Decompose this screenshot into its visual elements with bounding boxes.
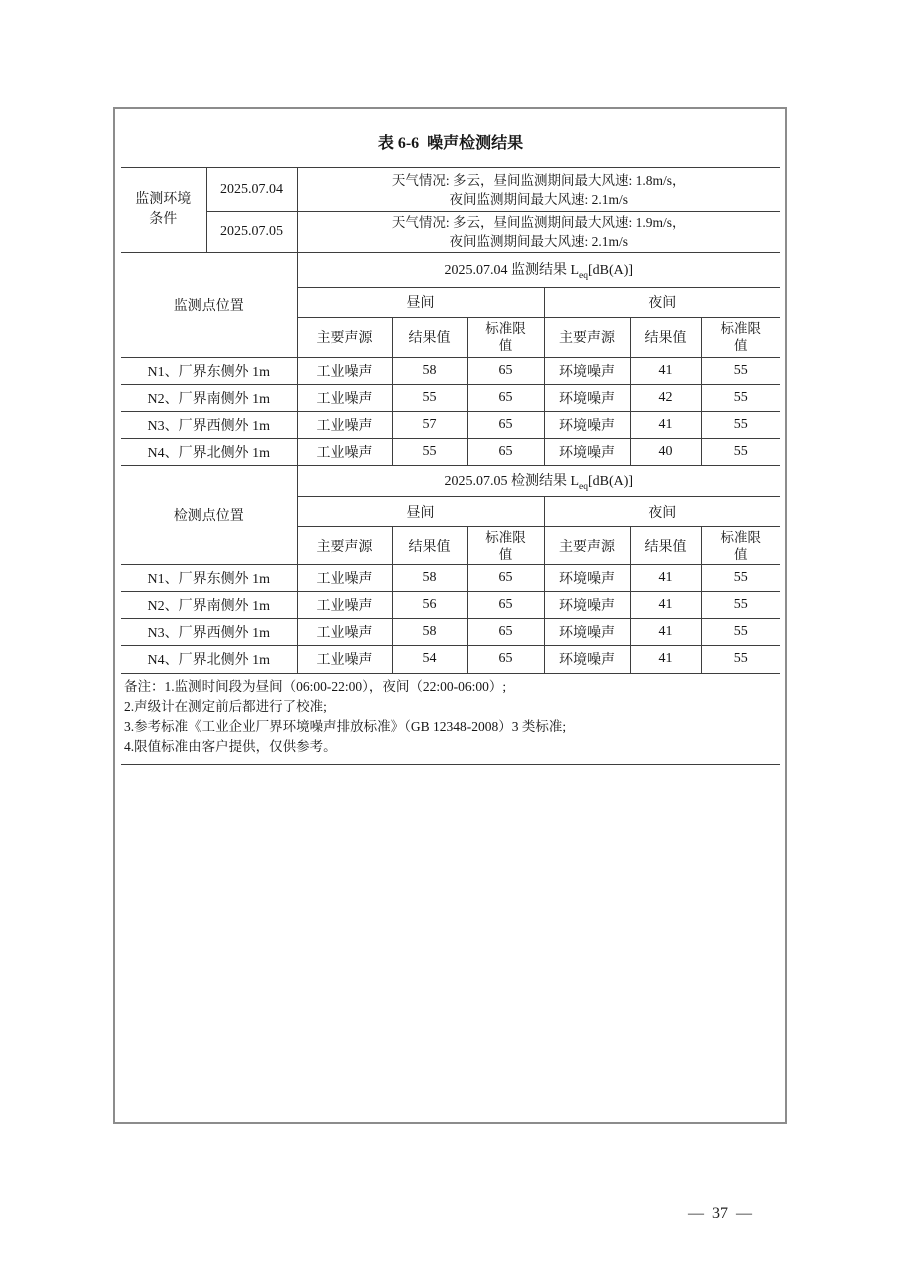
night-source-cell: 环境噪声 [544, 646, 630, 673]
note-line: 3.参考标准《工业企业厂界环境噪声排放标准》（GB 12348-2008）3 类标准; [124, 718, 567, 734]
env-label: 监测环境条件 [135, 191, 192, 227]
night-result-cell: 41 [630, 565, 701, 592]
day-limit-cell: 65 [467, 619, 544, 646]
weather-line: 天气情况: 多云，昼间监测期间最大风速: 1.8m/s， [391, 172, 686, 188]
table-row [121, 646, 780, 673]
day-result-cell: 58 [392, 565, 467, 592]
day-result-cell: 54 [392, 646, 467, 673]
day-result-cell: 57 [392, 411, 467, 438]
night-result-cell: 41 [630, 646, 701, 673]
page-title: 表 6-6 噪声检测结果 [377, 135, 524, 152]
night-result-cell: 40 [630, 438, 701, 465]
col-header-result: 结果值 [392, 317, 467, 357]
day-source-cell: 工业噪声 [297, 619, 392, 646]
location-cell: N3、厂界西侧外 1m [121, 411, 297, 438]
night-limit-cell: 55 [701, 565, 780, 592]
location-header-cell: 监测点位置 [121, 252, 297, 357]
table-row [121, 619, 780, 646]
night-source-cell: 环境噪声 [544, 592, 630, 619]
day-source-cell: 工业噪声 [297, 646, 392, 673]
result-title-unit: [dB(A)] [587, 474, 634, 490]
day-result-cell: 55 [392, 438, 467, 465]
night-source-cell: 环境噪声 [544, 565, 630, 592]
weather-cell [297, 168, 780, 212]
weather-line: 夜间监测期间最大风速: 2.1m/s [449, 191, 628, 207]
env-date-cell: 2025.07.05 [206, 212, 297, 252]
env-label-cell [121, 168, 206, 252]
leq-subscript: eq [579, 481, 588, 492]
night-source-cell: 环境噪声 [544, 619, 630, 646]
col-header-source: 主要声源 [297, 527, 392, 565]
results-table [121, 167, 780, 765]
col-header-limit: 标准限值 [467, 317, 544, 357]
day-limit-cell: 65 [467, 411, 544, 438]
monitoring-table-0704 [121, 252, 780, 466]
night-source-cell: 环境噪声 [544, 357, 630, 384]
table-row [121, 384, 780, 411]
col-header-limit: 标准限值 [701, 527, 780, 565]
day-result-cell: 58 [392, 619, 467, 646]
day-source-cell: 工业噪声 [297, 411, 392, 438]
night-limit-cell: 55 [701, 646, 780, 673]
table-row [121, 565, 780, 592]
day-limit-cell: 65 [467, 357, 544, 384]
night-result-cell: 41 [630, 357, 701, 384]
night-source-cell: 环境噪声 [544, 438, 630, 465]
day-source-cell: 工业噪声 [297, 565, 392, 592]
day-result-cell: 56 [392, 592, 467, 619]
location-cell: N2、厂界南侧外 1m [121, 384, 297, 411]
table-row [121, 357, 780, 384]
weather-cell [297, 212, 780, 252]
result-title-text: 2025.07.05 检测结果 L [444, 474, 580, 490]
day-limit-cell: 65 [467, 646, 544, 673]
notes-block [121, 673, 780, 765]
location-cell: N4、厂界北侧外 1m [121, 438, 297, 465]
night-source-cell: 环境噪声 [544, 411, 630, 438]
monitoring-table-0705 [121, 465, 780, 673]
day-source-cell: 工业噪声 [297, 592, 392, 619]
col-header-source: 主要声源 [297, 317, 392, 357]
day-result-cell: 58 [392, 357, 467, 384]
night-limit-cell: 55 [701, 438, 780, 465]
leq-subscript: eq [579, 270, 588, 281]
col-header-limit: 标准限值 [467, 527, 544, 565]
col-header-limit: 标准限值 [701, 317, 780, 357]
env-row [121, 212, 780, 252]
period-day-header: 昼间 [297, 497, 544, 527]
note-line: 备注：1.监测时间段为昼间（06:00-22:00），夜间（22:00-06:00）; [124, 678, 507, 694]
result-title-cell [297, 252, 780, 287]
day-result-cell: 55 [392, 384, 467, 411]
night-result-cell: 41 [630, 592, 701, 619]
night-limit-cell: 55 [701, 619, 780, 646]
location-cell: N2、厂界南侧外 1m [121, 592, 297, 619]
location-cell: N1、厂界东侧外 1m [121, 357, 297, 384]
location-cell: N3、厂界西侧外 1m [121, 619, 297, 646]
period-day-header: 昼间 [297, 287, 544, 317]
table-header-row [121, 252, 780, 287]
weather-line: 天气情况: 多云，昼间监测期间最大风速: 1.9m/s， [391, 214, 686, 230]
note-line: 2.声级计在测定前后都进行了校准; [124, 698, 327, 714]
col-header-result: 结果值 [630, 527, 701, 565]
night-limit-cell: 55 [701, 384, 780, 411]
day-limit-cell: 65 [467, 592, 544, 619]
note-line: 4.限值标准由客户提供，仅供参考。 [124, 738, 337, 754]
col-header-result: 结果值 [392, 527, 467, 565]
location-cell: N1、厂界东侧外 1m [121, 565, 297, 592]
night-result-cell: 41 [630, 619, 701, 646]
night-source-cell: 环境噪声 [544, 384, 630, 411]
env-date-cell: 2025.07.04 [206, 168, 297, 212]
table-header-row [121, 466, 780, 497]
result-title-cell [297, 466, 780, 497]
table-row [121, 592, 780, 619]
day-limit-cell: 65 [467, 384, 544, 411]
table-row [121, 411, 780, 438]
day-source-cell: 工业噪声 [297, 438, 392, 465]
page-number: — 37 — [688, 1205, 752, 1222]
night-limit-cell: 55 [701, 411, 780, 438]
period-night-header: 夜间 [544, 497, 780, 527]
col-header-result: 结果值 [630, 317, 701, 357]
day-limit-cell: 65 [467, 438, 544, 465]
night-result-cell: 41 [630, 411, 701, 438]
day-source-cell: 工业噪声 [297, 357, 392, 384]
location-cell: N4、厂界北侧外 1m [121, 646, 297, 673]
night-limit-cell: 55 [701, 592, 780, 619]
col-header-source: 主要声源 [544, 317, 630, 357]
table-row [121, 438, 780, 465]
location-header-cell: 检测点位置 [121, 466, 297, 565]
day-limit-cell: 65 [467, 565, 544, 592]
night-limit-cell: 55 [701, 357, 780, 384]
day-source-cell: 工业噪声 [297, 384, 392, 411]
result-title-text: 2025.07.04 监测结果 L [444, 262, 580, 278]
env-conditions-table [121, 167, 780, 252]
night-result-cell: 42 [630, 384, 701, 411]
weather-line: 夜间监测期间最大风速: 2.1m/s [449, 233, 628, 249]
result-title-unit: [dB(A)] [587, 262, 634, 278]
env-row [121, 168, 780, 212]
col-header-source: 主要声源 [544, 527, 630, 565]
period-night-header: 夜间 [544, 287, 780, 317]
